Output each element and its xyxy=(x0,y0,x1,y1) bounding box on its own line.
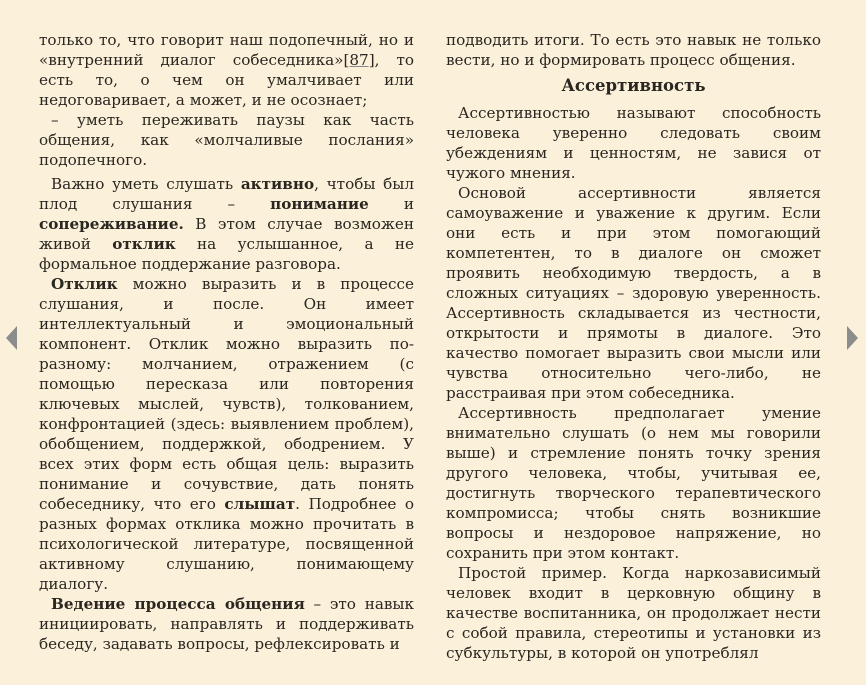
paragraph xyxy=(39,274,414,594)
paragraph xyxy=(39,174,414,274)
text-run: , чтобы был плод слушания – xyxy=(39,175,414,213)
left-page-column xyxy=(39,30,414,654)
text-run: можно выразить и в процессе слушания, и после. Он имеет интеллектуальный и эмоциональный компонент. Отклик можно выразить по-разному: молчанием, отражением (с помощью пересказа или повторения ключевых мыслей, чувств), толкованием, конфронтацией (здесь: выявлением проблем), обобщением, поддержкой, ободрением. У всех этих форм есть общая цель: выразить понимание и сочувствие, дать понять собеседнику, что его xyxy=(39,275,414,513)
list-item: – уметь переживать паузы как часть общения, как «молчаливые послания» подопечного. xyxy=(39,111,414,169)
bold-term: понимание xyxy=(270,195,369,213)
right-page-column xyxy=(446,30,821,663)
triangle-left-icon[interactable] xyxy=(6,326,17,350)
bold-term: Отклик xyxy=(51,275,118,293)
bold-term: Ведение процесса общения xyxy=(51,595,305,613)
section-heading: Ассертивность xyxy=(561,76,706,95)
bold-term: сопереживание. xyxy=(39,215,184,233)
text-run: – это навык инициировать, направлять и поддерживать беседу, задавать вопросы, рефлексировать и xyxy=(39,595,414,653)
triangle-right-icon[interactable] xyxy=(847,326,858,350)
bold-term: активно xyxy=(240,175,315,193)
bold-term: слышат xyxy=(224,495,296,513)
text-run: В этом случае возможен живой xyxy=(39,215,414,253)
paragraph xyxy=(39,30,414,110)
paragraph: Ассертивность предполагает умение внимательно слушать (о нем мы говорили выше) и стремление понять точку зрения другого человека, чтобы, учитывая ее, достигнуть творческого терапевтического компромисса; чтобы снять возникшие вопросы и нездоровое напряжение, но сохранить при этом контакт. xyxy=(446,404,821,562)
text-run: и xyxy=(368,195,415,213)
bold-term: отклик xyxy=(112,235,176,253)
text-run: только то, что говорит наш подопечный, но и «внутренний диалог собеседника» xyxy=(39,31,414,69)
text-run: , то есть то, о чем он умалчивает или недоговаривает, а может, и не осознает; xyxy=(39,51,414,109)
paragraph: Простой пример. Когда наркозависимый человек входит в церковную общину в качестве воспитанника, он продолжает нести с собой правила, стереотипы и установки из субкультуры, в которой он употреблял xyxy=(446,564,821,662)
text-run: . Подробнее о разных формах отклика можно прочитать в психологической литературе, посвященной активному слушанию, понимающему диалогу. xyxy=(39,495,414,593)
text-run: Важно уметь слушать xyxy=(51,175,241,193)
footnote-link[interactable]: [87] xyxy=(343,51,375,69)
paragraph: Ассертивностью называют способность человека уверенно следовать своим убеждениям и ценностям, не завися от чужого мнения. xyxy=(446,104,821,182)
paragraph: Основой ассертивности является самоуважение и уважение к другим. Если они есть и при этом помогающий компетентен, то в диалоге он сможет проявить необходимую твердость, а в сложных ситуациях – здоровую уверенность. Ассертивность складывается из честности, открытости и прямоты в диалоге. Это качество помогает выразить свои мысли или чувства относительно чего-либо, не расстраивая при этом собеседника. xyxy=(446,184,821,402)
paragraph: подводить итоги. То есть это навык не только вести, но и формировать процесс общения. xyxy=(446,31,821,69)
paragraph xyxy=(39,594,414,654)
text-run: на услышанное, а не формальное поддержание разговора. xyxy=(39,235,414,273)
